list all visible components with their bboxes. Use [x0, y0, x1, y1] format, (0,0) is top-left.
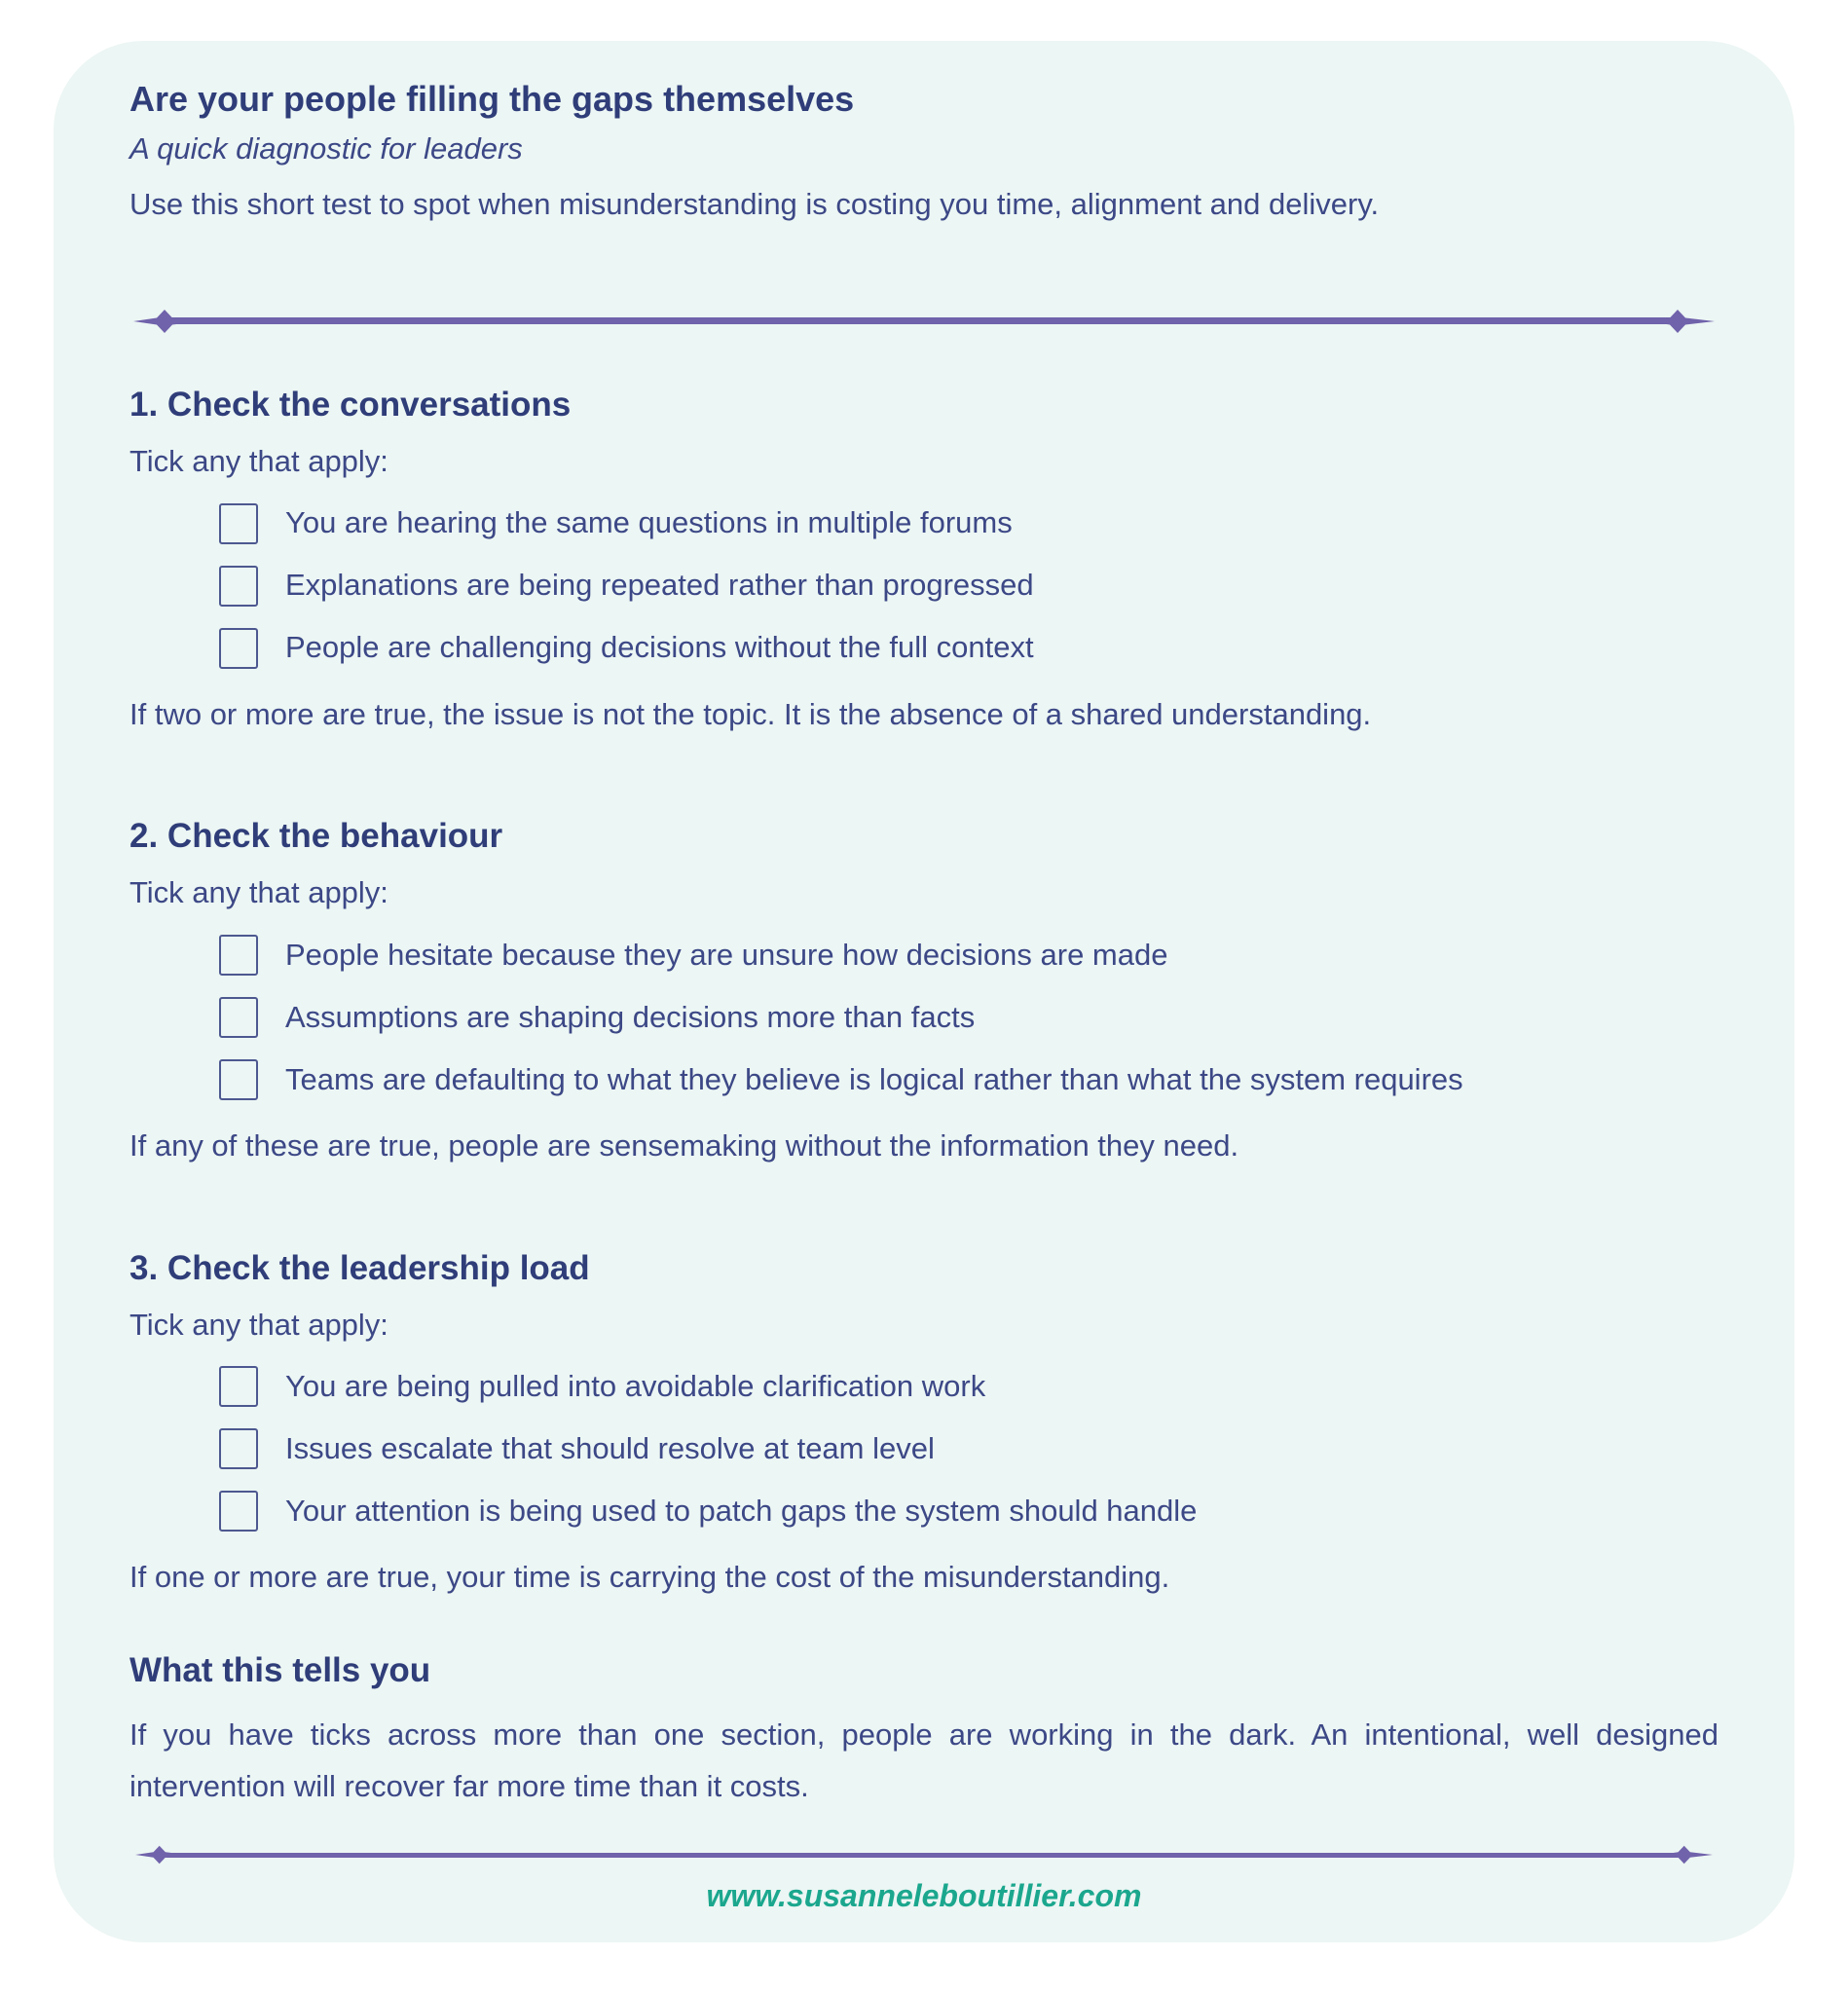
checklist-item	[219, 628, 1719, 669]
checkbox-label: You are hearing the same questions in multiple forums	[285, 505, 1013, 540]
checklist-item	[219, 935, 1719, 976]
diagnostic-card	[54, 41, 1794, 1942]
top-divider	[133, 309, 1715, 334]
section-summary	[129, 1650, 1719, 1813]
checkbox[interactable]	[219, 1059, 258, 1100]
sparkle-icon	[1658, 1845, 1715, 1865]
section-check-conversations	[129, 385, 1719, 734]
checkbox-label: People hesitate because they are unsure how decisions are made	[285, 937, 1168, 972]
tick-prompt: Tick any that apply:	[129, 1307, 388, 1342]
section-heading: 1. Check the conversations	[129, 386, 572, 425]
page-title: Are your people filling the gaps themselves	[129, 79, 855, 119]
checkbox[interactable]	[219, 1366, 258, 1407]
summary-text: If you have ticks across more than one section, people are working in the dark. An intentional, well designed intervention will recover far more time than it costs.	[129, 1717, 1719, 1804]
section-check-behaviour	[129, 816, 1719, 1165]
divider-line	[161, 1853, 1687, 1858]
checklist-item	[219, 1491, 1719, 1532]
section-check-leadership-load	[129, 1248, 1719, 1598]
section-heading: 2. Check the behaviour	[129, 817, 503, 856]
checkbox-label: Your attention is being used to patch gaps the system should handle	[285, 1493, 1198, 1528]
page-subtitle: A quick diagnostic for leaders	[129, 131, 523, 166]
checkbox[interactable]	[219, 997, 258, 1038]
checkbox-label: Issues escalate that should resolve at team level	[285, 1430, 935, 1465]
sparkle-icon	[1646, 309, 1715, 334]
divider-line	[166, 317, 1682, 324]
intro-text: Use this short test to spot when misunderstanding is costing you time, alignment and delivery.	[129, 187, 1380, 222]
checklist-item	[219, 1366, 1719, 1407]
section-conclusion: If one or more are true, your time is carrying the cost of the misunderstanding.	[129, 1559, 1170, 1594]
checklist-item	[219, 997, 1719, 1038]
checkbox[interactable]	[219, 935, 258, 976]
checkbox[interactable]	[219, 566, 258, 607]
checklist-item	[219, 566, 1719, 607]
section-conclusion: If two or more are true, the issue is not the topic. It is the absence of a shared understanding.	[129, 696, 1372, 731]
checklist-item	[219, 1059, 1719, 1100]
tick-prompt: Tick any that apply:	[129, 875, 388, 910]
checkbox-label: Teams are defaulting to what they believe is logical rather than what the system requires	[285, 1061, 1463, 1096]
checkbox[interactable]	[219, 628, 258, 669]
checkbox[interactable]	[219, 503, 258, 544]
tick-prompt: Tick any that apply:	[129, 444, 388, 479]
checkbox-label: Explanations are being repeated rather than progressed	[285, 568, 1034, 603]
checkbox-label: Assumptions are shaping decisions more than facts	[285, 999, 976, 1034]
checkbox[interactable]	[219, 1428, 258, 1469]
checkbox-label: People are challenging decisions without the full context	[285, 630, 1034, 665]
checklist-item	[219, 1428, 1719, 1469]
section-heading: 3. Check the leadership load	[129, 1248, 590, 1287]
section-conclusion: If any of these are true, people are sensemaking without the information they need.	[129, 1127, 1239, 1163]
website-link[interactable]: www.susanneleboutillier.com	[706, 1878, 1142, 1914]
checkbox[interactable]	[219, 1491, 258, 1532]
bottom-divider	[133, 1845, 1715, 1865]
checkbox-label: You are being pulled into avoidable clarification work	[285, 1368, 986, 1403]
checklist-item	[219, 503, 1719, 544]
summary-heading: What this tells you	[129, 1650, 431, 1689]
